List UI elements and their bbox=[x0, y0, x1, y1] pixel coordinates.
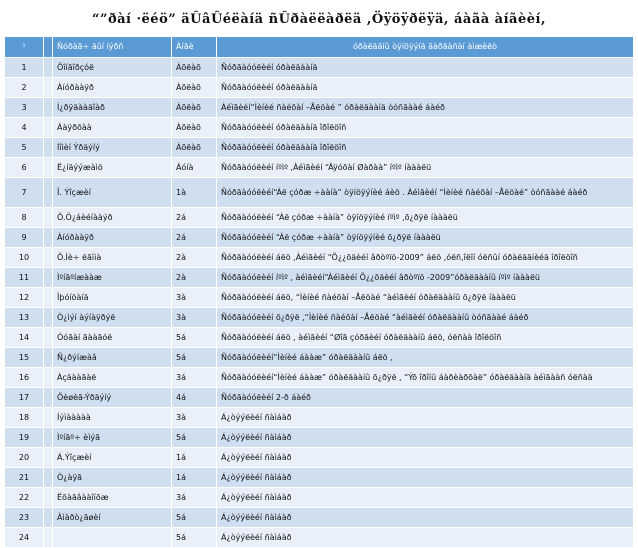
row-student-name: Î. Ýîçæèí bbox=[53, 178, 172, 208]
table-row bbox=[5, 178, 634, 208]
row-achievement: Á¿òýýëèéí ñàìáàð bbox=[217, 408, 634, 428]
table-row bbox=[5, 388, 634, 408]
row-grade: 3á bbox=[172, 488, 217, 508]
header-blank bbox=[44, 37, 53, 58]
row-blank-cell bbox=[44, 508, 53, 528]
row-student-name: Íîìèí Ýðäýíý bbox=[53, 138, 172, 158]
table-row bbox=[5, 78, 634, 98]
row-blank-cell bbox=[44, 178, 53, 208]
row-student-name: Ìºíãºíæààæ bbox=[53, 268, 172, 288]
row-grade: 2à bbox=[172, 268, 217, 288]
row-grade: 2á bbox=[172, 208, 217, 228]
row-student-name: Ò¿ìýí àýíàÿðýë bbox=[53, 308, 172, 328]
row-grade: 3á bbox=[172, 368, 217, 388]
table-header bbox=[5, 37, 634, 58]
row-achievement: Á¿òýýëèéí ñàìáàð bbox=[217, 448, 634, 468]
table-row bbox=[5, 308, 634, 328]
row-blank-cell bbox=[44, 138, 53, 158]
header-row bbox=[5, 37, 634, 58]
row-student-name: Áàÿðõàà bbox=[53, 118, 172, 138]
achievements-table-wrapper bbox=[4, 36, 634, 542]
row-blank-cell bbox=[44, 388, 53, 408]
table-row bbox=[5, 528, 634, 548]
row-blank-cell bbox=[44, 328, 53, 348]
row-blank-cell bbox=[44, 308, 53, 328]
row-student-name: Õ.Ìè÷ ëãììà bbox=[53, 248, 172, 268]
row-grade: 1à bbox=[172, 178, 217, 208]
row-achievement: Ñóðãàóóëèéí óðàëäààíä bbox=[217, 58, 634, 78]
row-grade: 3à bbox=[172, 408, 217, 428]
row-blank-cell bbox=[44, 158, 53, 178]
table-row bbox=[5, 348, 634, 368]
row-number: 12 bbox=[5, 288, 44, 308]
row-number: 8 bbox=[5, 208, 44, 228]
row-grade: Àõëàõ bbox=[172, 118, 217, 138]
row-number: 19 bbox=[5, 428, 44, 448]
row-number: 2 bbox=[5, 78, 44, 98]
row-achievement: Ñóðãàóóëèéí “Àë çóðæ ÷ààíà” òÿíöÿýíèé íºìº ,õ¿ðÿë íàààëü bbox=[217, 208, 634, 228]
row-achievement: Ñóðãàóóëèéí“Ìèíèé áààæ” óðàëäààíû áëö , bbox=[217, 348, 634, 368]
row-blank-cell bbox=[44, 248, 53, 268]
table-row bbox=[5, 138, 634, 158]
row-number: 5 bbox=[5, 138, 44, 158]
row-achievement: Á¿òýýëèéí ñàìáàð bbox=[217, 488, 634, 508]
row-number: 9 bbox=[5, 228, 44, 248]
row-number: 18 bbox=[5, 408, 44, 428]
row-student-name: Óóãàí ãààãóë bbox=[53, 328, 172, 348]
row-blank-cell bbox=[44, 98, 53, 118]
table-row bbox=[5, 468, 634, 488]
header-achievement: óðàëääíû òÿíöÿýíä ãàðãàñàí àìæèëò bbox=[217, 37, 634, 58]
row-number: 6 bbox=[5, 158, 44, 178]
table-row bbox=[5, 228, 634, 248]
row-blank-cell bbox=[44, 118, 53, 138]
row-number: 23 bbox=[5, 508, 44, 528]
row-grade: 5á bbox=[172, 508, 217, 528]
row-blank-cell bbox=[44, 78, 53, 98]
row-grade: Àõëàõ bbox=[172, 58, 217, 78]
table-row bbox=[5, 288, 634, 308]
row-grade: 1á bbox=[172, 468, 217, 488]
achievements-table bbox=[4, 36, 634, 548]
header-grade: Àíãè bbox=[172, 37, 217, 58]
row-number: 13 bbox=[5, 308, 44, 328]
row-achievement: Ñóðãàóóëèéí óðàëäààíä îðîëöîñ bbox=[217, 118, 634, 138]
row-achievement: Ñóðãàóóëèéí íºìº , àéìãèéí“Àéìãèéí Õ¿¿õäèéí âðòºïö -2009”óðàëäààíû íºìº íàààëü bbox=[217, 268, 634, 288]
row-student-name: Îþóíöàíä bbox=[53, 288, 172, 308]
row-number: 15 bbox=[5, 348, 44, 368]
row-blank-cell bbox=[44, 58, 53, 78]
row-student-name: Ñ¿ðýíæàâ bbox=[53, 348, 172, 368]
row-achievement: Á¿òýýëèéí ñàìáàð bbox=[217, 528, 634, 548]
row-grade: 5á bbox=[172, 348, 217, 368]
row-student-name: Íýìààààà bbox=[53, 408, 172, 428]
row-grade: 3à bbox=[172, 308, 217, 328]
row-grade: 4á bbox=[172, 388, 217, 408]
table-row bbox=[5, 488, 634, 508]
row-grade: Àõëàõ bbox=[172, 138, 217, 158]
row-achievement: Ñóðãàóóëèéí “Àë çóðæ ÷ààíà” òÿíöÿýíèé õ¿ðÿë íàààëü bbox=[217, 228, 634, 248]
row-student-name: Õèøèã-Ýðäýíý bbox=[53, 388, 172, 408]
row-student-name: Õîíãîðçóë bbox=[53, 58, 172, 78]
row-achievement: Á¿òýýëèéí ñàìáàð bbox=[217, 508, 634, 528]
row-student-name bbox=[53, 528, 172, 548]
row-student-name: Àçäààãàë bbox=[53, 368, 172, 388]
row-number: 16 bbox=[5, 368, 44, 388]
row-grade: 3à bbox=[172, 288, 217, 308]
row-grade: 5á bbox=[172, 528, 217, 548]
row-grade: Àõëàõ bbox=[172, 78, 217, 98]
row-grade: Áóíà bbox=[172, 158, 217, 178]
row-student-name: Àíóðààÿð bbox=[53, 78, 172, 98]
row-number: 11 bbox=[5, 268, 44, 288]
table-row bbox=[5, 118, 634, 138]
row-grade: 5á bbox=[172, 328, 217, 348]
row-student-name: Ò¿àÿã bbox=[53, 468, 172, 488]
row-number: 24 bbox=[5, 528, 44, 548]
row-blank-cell bbox=[44, 528, 53, 548]
row-blank-cell bbox=[44, 488, 53, 508]
row-achievement: Ñóðãàóóëèéí íºìº ,Àéìãèéí “Äÿóõàí Øàðàà” íºìº íàààëü bbox=[217, 158, 634, 178]
row-achievement: Ñóðãàóóëèéí áëö ,Àéìãèéí “Õ¿¿õäèéí âðòºïö-2009” áëö ,óëñ,îëîí óëñûí óðàëääíèéä îðîëöîñ bbox=[217, 248, 634, 268]
table-body bbox=[5, 58, 634, 548]
row-blank-cell bbox=[44, 368, 53, 388]
row-blank-cell bbox=[44, 288, 53, 308]
row-blank-cell bbox=[44, 448, 53, 468]
row-number: 14 bbox=[5, 328, 44, 348]
table-row bbox=[5, 448, 634, 468]
row-achievement: Ñóðãàóóëèéí“Àë çóðæ ÷ààíà” òÿíöÿýíèé áèö . Àéìãèéí “Ìèíèé ñàéõàí –Åëöàé” òóñãààé áàéð bbox=[217, 178, 634, 208]
row-number: 22 bbox=[5, 488, 44, 508]
row-blank-cell bbox=[44, 468, 53, 488]
row-student-name: Ìºíãº÷ èìýã bbox=[53, 428, 172, 448]
row-achievement: Ñóðãàóóëèéí 2-ð áàéð bbox=[217, 388, 634, 408]
row-grade: 1á bbox=[172, 448, 217, 468]
row-blank-cell bbox=[44, 268, 53, 288]
row-achievement: Ñóðãàóóëèéí óðàëäààíä bbox=[217, 78, 634, 98]
row-student-name: Àíóðààÿð bbox=[53, 228, 172, 248]
row-student-name: Àìàðò¿ãøèí bbox=[53, 508, 172, 528]
row-grade: Àõëàõ bbox=[172, 98, 217, 118]
row-student-name: Á.Ýîçæèí bbox=[53, 448, 172, 468]
row-student-name: Ëõàãâààîíõæ bbox=[53, 488, 172, 508]
row-blank-cell bbox=[44, 228, 53, 248]
row-number: 7 bbox=[5, 178, 44, 208]
row-achievement: Ñóðãàóóëèéí áëö , àéìãèéí “Øîã çóðãèéí óðàëäààíû áëö, óëñàà îðîëöîñ bbox=[217, 328, 634, 348]
row-blank-cell bbox=[44, 348, 53, 368]
row-grade: 2á bbox=[172, 228, 217, 248]
header-number: ¹ bbox=[5, 37, 44, 58]
row-student-name: Õ.Ö¿áèéíààýð bbox=[53, 208, 172, 228]
row-achievement: Ñóðãàóóëèéí óðàëäààíä îðîëöîñ bbox=[217, 138, 634, 158]
row-achievement: Á¿òýýëèéí ñàìáàð bbox=[217, 428, 634, 448]
row-achievement: Àéìãèéí“Ìèíèé ñàéõàí –Åëöàé ” óðàëäààíä òóñãààé áàéð bbox=[217, 98, 634, 118]
row-grade: 2à bbox=[172, 248, 217, 268]
header-student-name: Ñóðàã÷ äûí íýðñ bbox=[53, 37, 172, 58]
row-student-name: Í¿ðÿäààäîàð bbox=[53, 98, 172, 118]
table-row bbox=[5, 98, 634, 118]
table-row bbox=[5, 508, 634, 528]
row-number: 1 bbox=[5, 58, 44, 78]
table-row bbox=[5, 208, 634, 228]
table-row bbox=[5, 58, 634, 78]
row-achievement: Ñóðãàóóëèéí“Ìèíèé áààæ” óðàëäààíû õ¿ðÿë , “Ýõ îðîíû áàðèàðõàë” óðàëäààíä àéìãààñ óëñàä bbox=[217, 368, 634, 388]
row-number: 20 bbox=[5, 448, 44, 468]
table-row bbox=[5, 268, 634, 288]
table-row bbox=[5, 368, 634, 388]
table-row bbox=[5, 328, 634, 348]
row-student-name: Ë¿íäýýæàìö bbox=[53, 158, 172, 178]
table-row bbox=[5, 248, 634, 268]
row-number: 4 bbox=[5, 118, 44, 138]
row-grade: 5á bbox=[172, 428, 217, 448]
row-achievement: Ñóðãàóóëèéí õ¿ðÿë ,“Ìèíèé ñàéõàí –Åëöàé “àéìãèéí óðàëäààíû òóñãààé áàéð bbox=[217, 308, 634, 328]
row-number: 3 bbox=[5, 98, 44, 118]
row-blank-cell bbox=[44, 408, 53, 428]
row-blank-cell bbox=[44, 208, 53, 228]
row-achievement: Á¿òýýëèéí ñàìáàð bbox=[217, 468, 634, 488]
table-row bbox=[5, 428, 634, 448]
row-number: 10 bbox=[5, 248, 44, 268]
row-blank-cell bbox=[44, 428, 53, 448]
document-title: “”ðàí ·ëéö” äÛâÛéëàíä ñÛðàëëàðëä ,Öÿöÿðëÿä, áàãà àíãèèí, bbox=[92, 12, 546, 27]
table-row bbox=[5, 158, 634, 178]
table-row bbox=[5, 408, 634, 428]
row-number: 21 bbox=[5, 468, 44, 488]
row-number: 17 bbox=[5, 388, 44, 408]
row-achievement: Ñóðãàóóëèéí áëö, “Ìèíèé ñàéõàí –Åëöàé “àéìãèéí óðàëäààíû õ¿ðÿë íàààëü bbox=[217, 288, 634, 308]
